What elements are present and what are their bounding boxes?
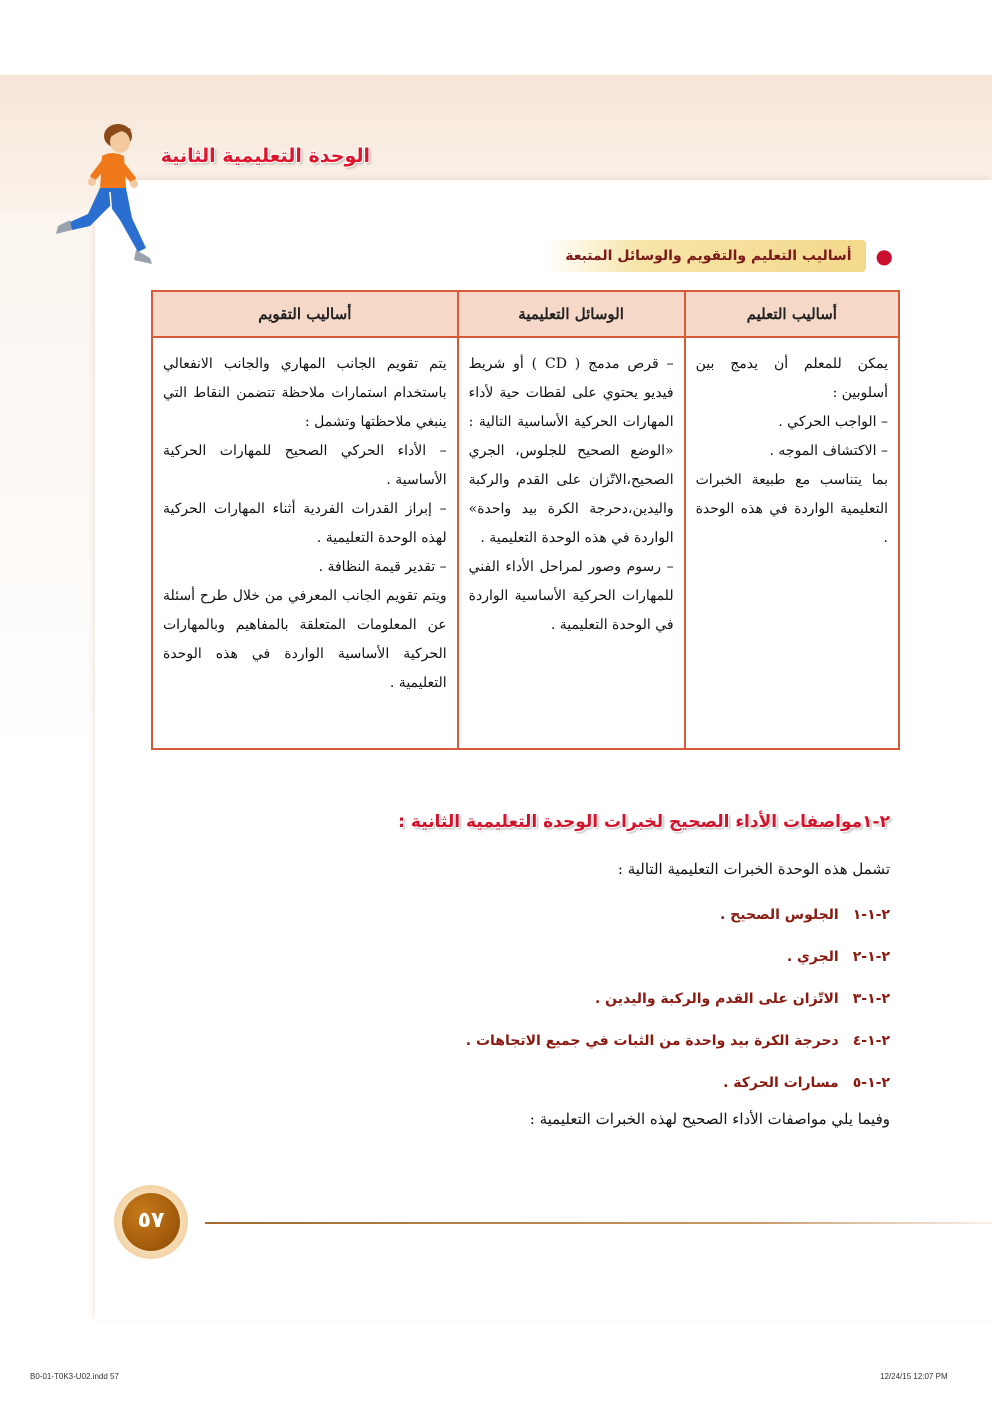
cell-paragraph: – الأداء الحركي الصحيح للمهارات الحركية الأساسية .	[163, 443, 447, 488]
list-item	[300, 900, 890, 942]
cell-evaluation-methods	[152, 337, 458, 749]
cell-paragraph: – الواجب الحركي .	[778, 414, 888, 430]
item-text: الجلوس الصحيح .	[719, 907, 839, 923]
cell-paragraph: – قرص مدمج ( CD ) أو شريط فيديو يحتوي على لقطات حية لأداء المهارات الحركية الأساسية التالية : «الوضع الصحيح للجلوس، الجري الصحيح،الاتّزان على القدم والركبة واليدين،دحرجة الكرة بيد واحدة» الواردة في هذه الوحدة التعليمية .	[468, 356, 674, 546]
cell-paragraph: يمكن للمعلم أن يدمج بين أسلوبين :	[695, 356, 888, 401]
specs-outro: وفيما يلي مواصفات الأداء الصحيح لهذه الخبرات التعليمية :	[529, 1110, 890, 1128]
item-number: ٢-١-١	[852, 907, 890, 923]
specs-heading: ٢-١مواصفات الأداء الصحيح لخبرات الوحدة التعليمية الثانية :	[398, 812, 890, 832]
item-number: ٢-١-٥	[852, 1075, 890, 1091]
section-title-tab	[525, 236, 895, 276]
item-text: دحرجة الكرة بيد واحدة من الثبات في جميع الاتجاهات .	[465, 1033, 839, 1049]
cell-paragraph: – الاكتشاف الموجه .	[769, 443, 888, 459]
page-number: ٥٧	[122, 1193, 180, 1251]
cell-paragraph: ويتم تقويم الجانب المعرفي من خلال طرح أسئلة عن المعلومات المتعلقة بالمفاهيم وبالمهارات الحركية الأساسية الواردة في هذه الوحدة التعليمية .	[163, 588, 447, 691]
print-info-left: B0-01-T0K3-U02.indd 57	[30, 1372, 119, 1381]
cell-paragraph: – إبراز القدرات الفردية أثناء المهارات الحركية لهذه الوحدة التعليمية .	[163, 501, 447, 546]
footer-divider	[205, 1222, 992, 1224]
cell-paragraph: – تقدير قيمة النظافة .	[318, 559, 447, 575]
list-item	[300, 1068, 890, 1110]
unit-title: الوحدة التعليمية الثانية	[160, 145, 370, 167]
cell-paragraph: – رسوم وصور لمراحل الأداء الفني للمهارات الحركية الأساسية الواردة في الوحدة التعليمية .	[468, 559, 674, 633]
header-teaching-methods: أساليب التعليم	[685, 291, 899, 337]
list-item	[300, 942, 890, 984]
item-text: الجري .	[786, 949, 839, 965]
section-title: أساليب التعليم والتقويم والوسائل المتبعة	[545, 240, 865, 272]
item-number: ٢-١-٣	[852, 991, 890, 1007]
header-teaching-aids: الوسائل التعليمية	[458, 291, 685, 337]
specs-intro: تشمل هذه الوحدة الخبرات التعليمية التالية :	[617, 860, 890, 878]
table-header-row	[152, 291, 899, 337]
cell-teaching-aids	[458, 337, 685, 749]
table-row	[152, 337, 899, 749]
cell-paragraph: يتم تقويم الجانب المهاري والجانب الانفعالي باستخدام استمارات ملاحظة تتضمن النقاط التي ينبغي ملاحظتها وتشمل :	[163, 356, 447, 430]
list-item	[300, 984, 890, 1026]
bullet-icon: ●	[875, 244, 893, 268]
cell-paragraph: بما يتناسب مع طبيعة الخبرات التعليمية الواردة في هذه الوحدة .	[695, 472, 888, 546]
runner-illustration	[50, 118, 160, 273]
header-evaluation-methods: أساليب التقويم	[152, 291, 458, 337]
methods-table	[151, 290, 900, 750]
item-text: مسارات الحركة .	[723, 1075, 839, 1091]
experiences-list	[300, 900, 890, 1110]
cell-teaching-methods	[685, 337, 899, 749]
item-number: ٢-١-٢	[852, 949, 890, 965]
print-info-right: 12/24/15 12:07 PM	[880, 1372, 948, 1381]
item-text: الاتّزان على القدم والركبة واليدين .	[594, 991, 839, 1007]
item-number: ٢-١-٤	[852, 1033, 890, 1049]
list-item	[300, 1026, 890, 1068]
